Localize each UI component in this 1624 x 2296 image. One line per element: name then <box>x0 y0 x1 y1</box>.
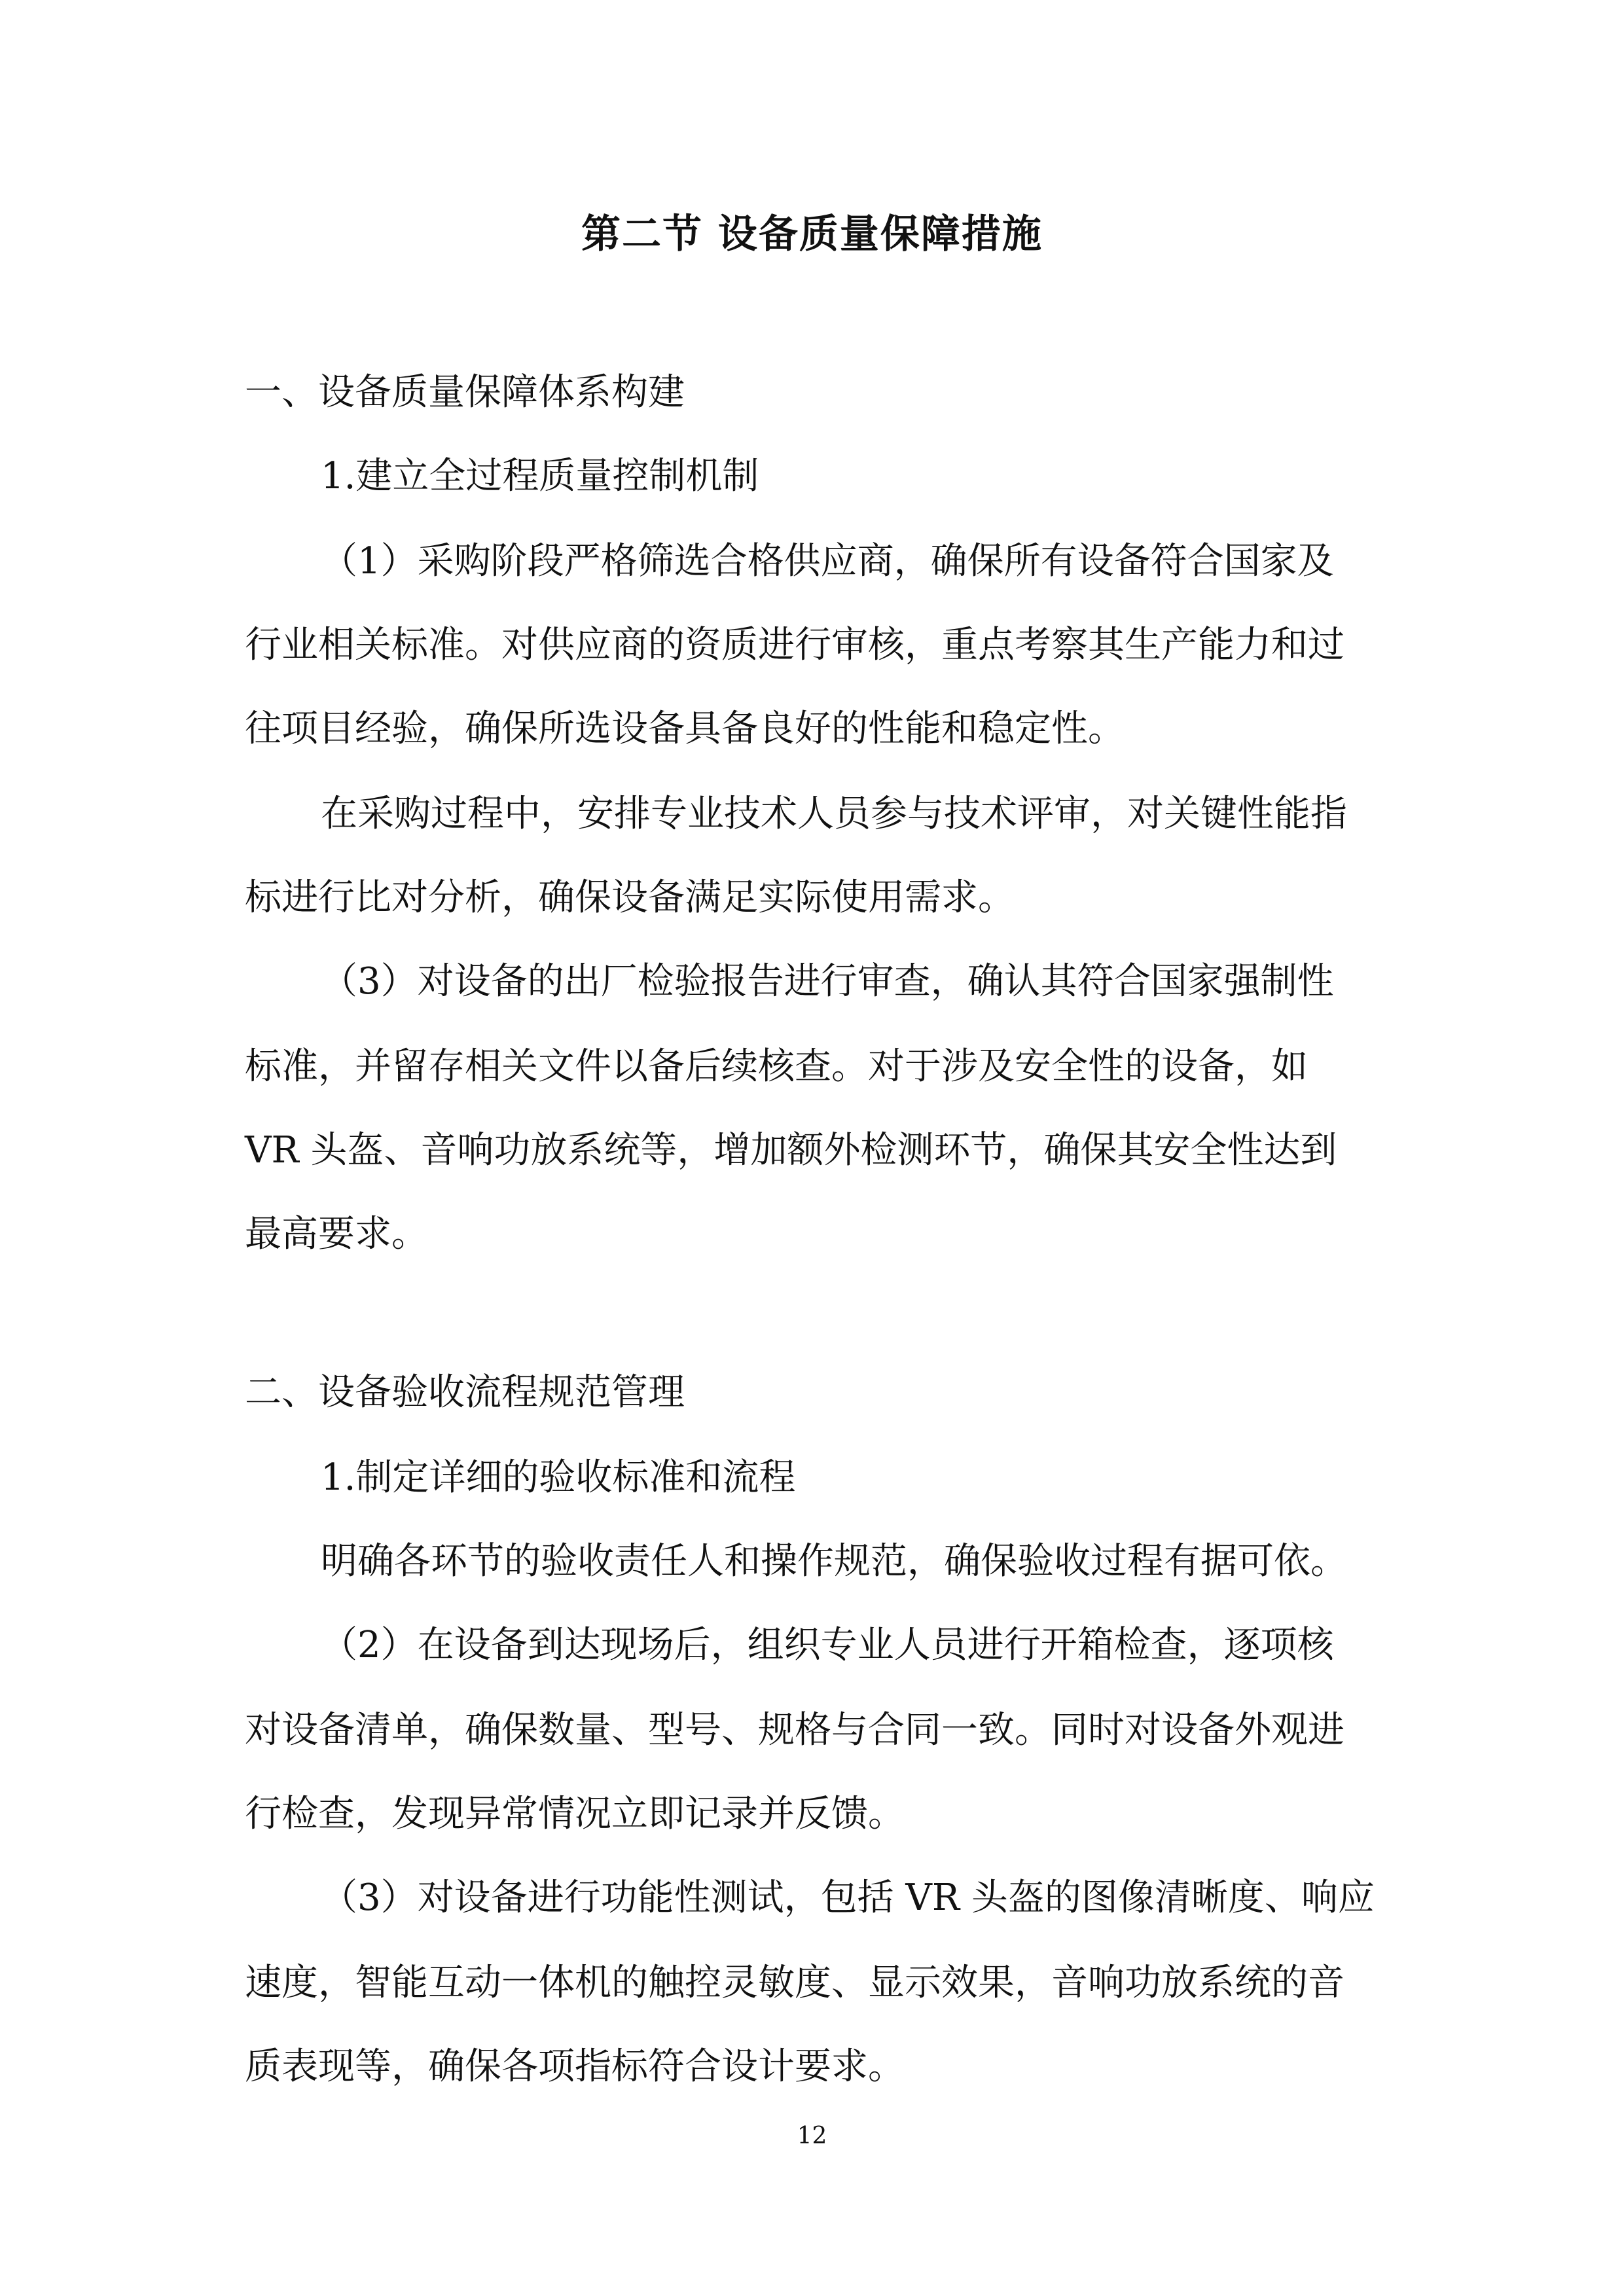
paragraph-line: 标进行比对分析，确保设备满足实际使用需求。 <box>245 876 1015 919</box>
paragraph-line: 行检查，发现异常情况立即记录并反馈。 <box>245 1793 905 1835</box>
paragraph-line: 最高要求。 <box>245 1213 428 1255</box>
paragraph-line: VR 头盔、音响功放系统等，增加额外检测环节，确保其安全性达到 <box>245 1129 1337 1172</box>
paragraph-line: 对设备清单，确保数量、型号、规格与合同一致。同时对设备外观进 <box>245 1709 1344 1751</box>
paragraph-line: 速度，智能互动一体机的触控灵敏度、显示效果，音响功放系统的音 <box>245 1962 1344 2004</box>
subheading-2-1: 1.制定详细的验收标准和流程 <box>321 1456 796 1499</box>
section-title: 第二节 设备质量保障措施 <box>581 211 1043 257</box>
paragraph-line: 标准，并留存相关文件以备后续核查。对于涉及安全性的设备，如 <box>245 1045 1308 1088</box>
paragraph-line: （1）采购阶段严格筛选合格供应商，确保所有设备符合国家及 <box>321 540 1334 583</box>
subheading-1-1: 1.建立全过程质量控制机制 <box>321 455 759 497</box>
paragraph-line: 在采购过程中，安排专业技术人员参与技术评审，对关键性能指 <box>321 793 1347 835</box>
heading-section-2: 二、设备验收流程规范管理 <box>245 1371 685 1414</box>
paragraph-line: 行业相关标准。对供应商的资质进行审核，重点考察其生产能力和过 <box>245 624 1344 666</box>
paragraph-line: （3）对设备的出厂检验报告进行审查，确认其符合国家强制性 <box>321 960 1334 1003</box>
page-number: 12 <box>797 2123 827 2149</box>
paragraph-line: （3）对设备进行功能性测试，包括 VR 头盔的图像清晰度、响应 <box>321 1876 1375 1919</box>
paragraph-line: （2）在设备到达现场后，组织专业人员进行开箱检查，逐项核 <box>321 1624 1334 1666</box>
heading-section-1: 一、设备质量保障体系构建 <box>245 371 685 414</box>
paragraph-line: 质表现等，确保各项指标符合设计要求。 <box>245 2045 905 2088</box>
paragraph-line: 往项目经验，确保所选设备具备良好的性能和稳定性。 <box>245 708 1125 750</box>
paragraph-line: 明确各环节的验收责任人和操作规范，确保验收过程有据可依。 <box>321 1540 1347 1583</box>
